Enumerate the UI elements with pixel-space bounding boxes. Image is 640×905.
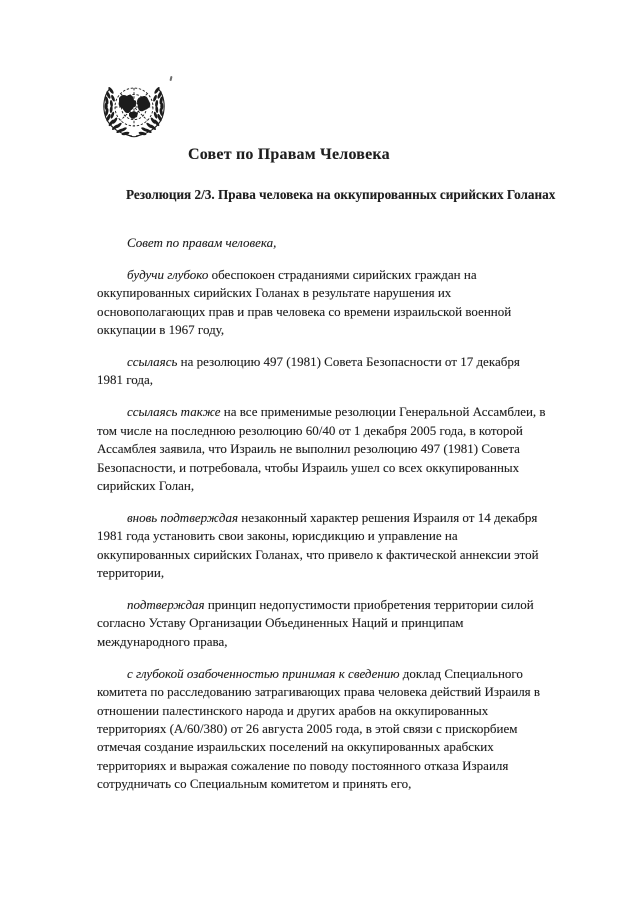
- paragraph-text: незаконный характер решения Израиля от 14 декабря 1981 года установить свои законы, юрисдикцию и управление на оккупированных сирийских Голанах, что привело к фактической аннексии этой территории,: [97, 509, 539, 581]
- preamble-paragraph: [97, 509, 549, 583]
- paragraph-lead: вновь подтверждая: [127, 509, 238, 525]
- preamble-paragraph: [97, 665, 549, 794]
- resolution-number: Резолюция 2/3.: [126, 187, 215, 202]
- preamble-paragraph: [97, 266, 549, 340]
- paragraph-text: обеспокоен страданиями сирийских граждан на оккупированных сирийских Голанах в результате нарушения их основополагающих прав и прав человека со времени израильской военной оккупации в 1967 году,: [97, 266, 512, 338]
- organization-title: Совет по Правам Человека: [188, 146, 390, 163]
- preamble-paragraph: [97, 353, 549, 390]
- olive-branch-right: [136, 86, 164, 136]
- preamble-paragraph: [97, 596, 549, 651]
- preamble-paragraph-opening: [97, 234, 549, 252]
- resolution-heading: [126, 184, 631, 205]
- paragraph-text: на резолюцию 497 (1981) Совета Безопасности от 17 декабря 1981 года,: [97, 354, 520, 388]
- paragraph-lead: будучи глубоко: [127, 266, 209, 282]
- paragraph-lead: подтверждая: [127, 597, 205, 612]
- document-body: [97, 234, 549, 807]
- paragraph-text: принцип недопустимости приобретения территории силой согласно Уставу Организации Объединенных Наций и принципам международного права,: [97, 597, 534, 649]
- paragraph-lead: ссылаясь: [127, 354, 178, 370]
- un-emblem-logo: [95, 82, 173, 140]
- paragraph-text: доклад Специального комитета по расследованию затрагивающих права человека действий Израиля в отношении палестинского народа и других арабов на оккупированных территориях (A/60/380) от 26 августа 2005 года, в этой связи с прискорбием отмечая создание израильских поселений на оккупированных арабских территориях и выражая сожаление по поводу постоянного отказа Израиля сотрудничать со Специальным комитетом и принять его,: [97, 665, 541, 792]
- preamble-paragraph: [97, 403, 549, 495]
- un-emblem-icon: [95, 82, 173, 140]
- scan-artifact: [169, 76, 172, 81]
- paragraph-lead: ссылаясь также: [127, 404, 221, 420]
- paragraph-text: на все применимые резолюции Генеральной Ассамблеи, в том числе на последнюю резолюцию 60/40 от 1 декабря 2005 года, в которой Ассамблея заявила, что Израиль не выполнил резолюцию 497 (1981) Совета Безопасности, и потребовала, чтобы Израиль ушел со всех оккупированных сирийских Голан,: [97, 404, 546, 493]
- paragraph-lead: с глубокой озабоченностью принимая к сведению: [127, 665, 400, 681]
- resolution-title-text: Права человека на оккупированных сирийских Голанах: [217, 187, 556, 202]
- paragraph-lead: Совет по правам человека,: [127, 235, 277, 250]
